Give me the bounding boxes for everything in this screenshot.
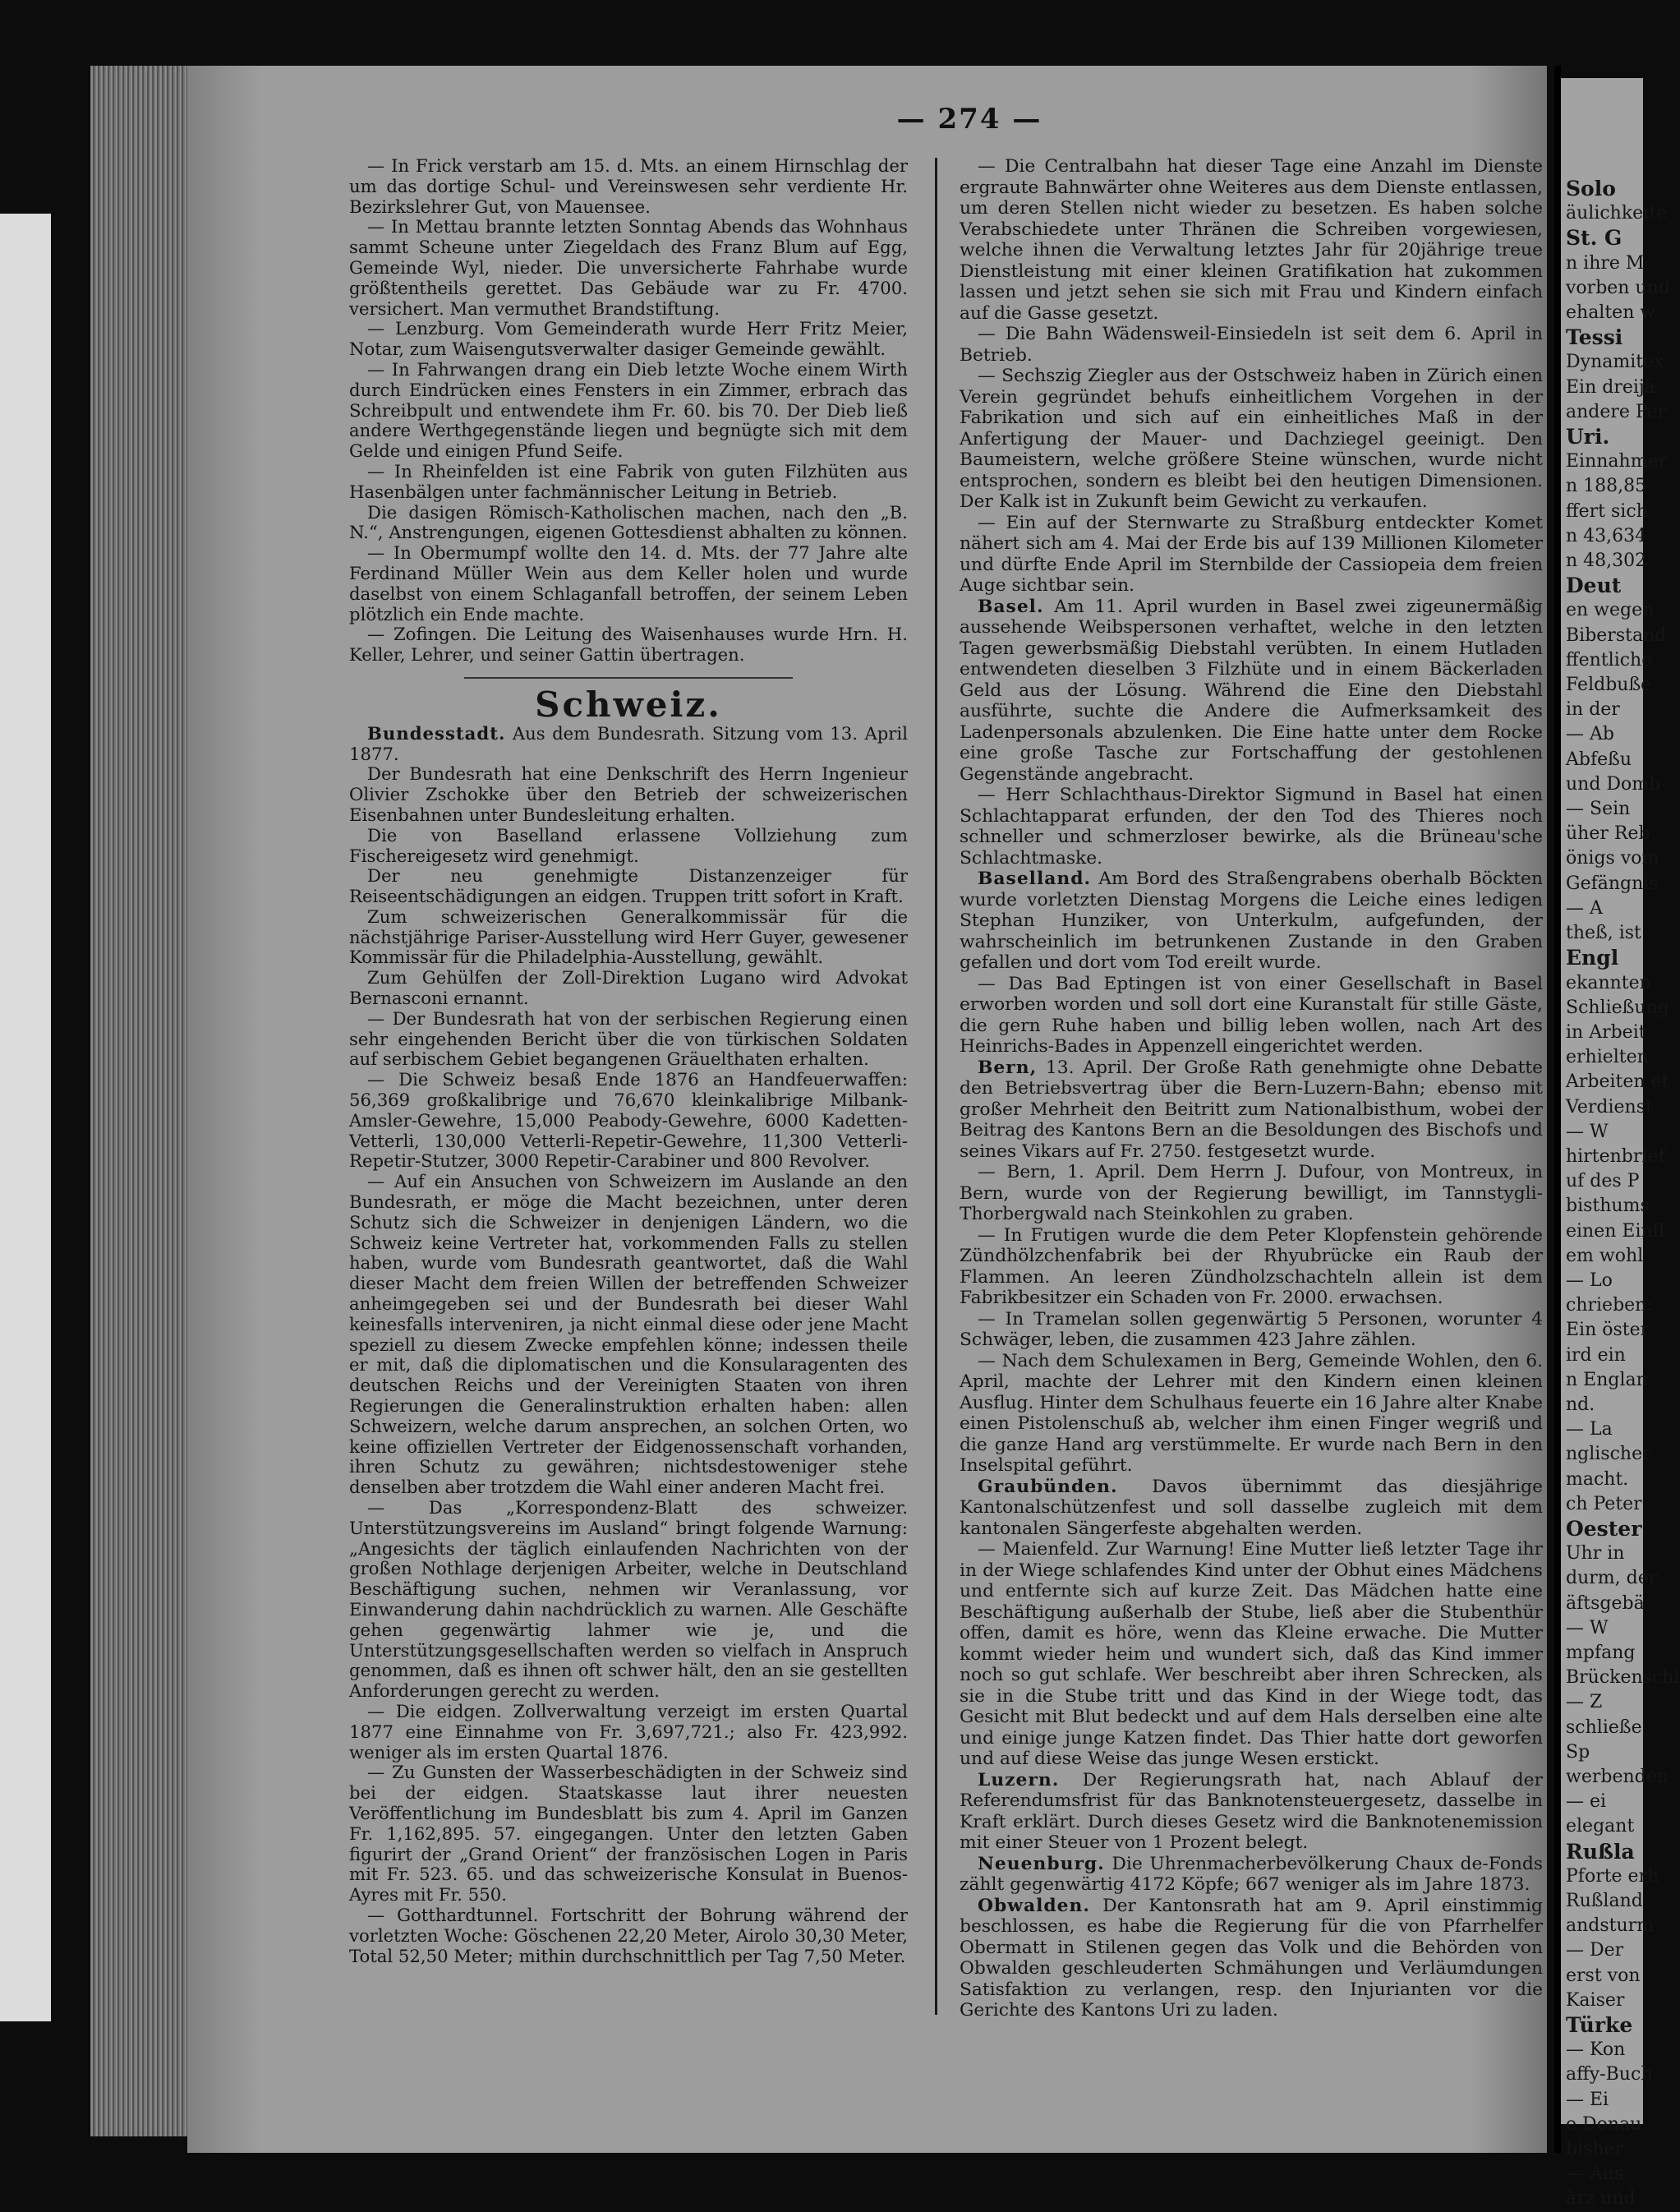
article-text: Der Regierungsrath hat, nach Ablauf der Referendumsfrist für das Banknotensteuergesetz, dasselbe in Kraft erklärt. Durch dieses Gesetz wird die Banknotenemission mit einer Steuer von 1 Prozent belegt. bbox=[960, 1769, 1543, 1853]
article-paragraph bbox=[349, 1070, 908, 1172]
article-text: — In Obermumpf wollte den 14. d. Mts. der 77 Jahre alte Ferdinand Müller Wein aus dem Keller holen und wurde daselbst von einem Schlaganfall betroffen, der seinem Leben plötzlich ein Ende machte. bbox=[349, 542, 908, 624]
article-text: — In Tramelan sollen gegenwärtig 5 Personen, worunter 4 Schwäger, leben, die zusammen 423 Jahre zählen. bbox=[960, 1308, 1543, 1350]
right-page-line: — Ei bbox=[1566, 2089, 1609, 2110]
article-text: Davos übernimmt das diesjährige Kantonalschützenfest und soll dasselbe zugleich mit dem kantonalen Sängerfeste abgehalten werden. bbox=[960, 1476, 1543, 1539]
right-page-line: ärz und bbox=[1566, 2188, 1636, 2210]
article-paragraph bbox=[349, 462, 908, 503]
right-page-line: und Domb bbox=[1566, 773, 1661, 795]
article-paragraph bbox=[349, 543, 908, 624]
article-paragraph bbox=[349, 907, 908, 968]
right-page-line: ekannten bbox=[1566, 972, 1651, 993]
article-paragraph bbox=[960, 1225, 1543, 1309]
right-page-line: nglischer bbox=[1566, 1444, 1651, 1465]
right-page-line: äftsgebä bbox=[1566, 1592, 1645, 1614]
right-page-line: en wegen bbox=[1566, 600, 1655, 621]
article-paragraph bbox=[960, 156, 1543, 324]
left-column-bottom-articles bbox=[349, 724, 908, 1967]
right-page-line: uf des P bbox=[1566, 1171, 1640, 1192]
article-text: — In Frick verstarb am 15. d. Mts. an einem Hirnschlag der um das dortige Schul- und Vereinswesen sehr verdiente Hr. Bezirkslehrer Gut, von Mauensee. bbox=[349, 155, 908, 217]
article-text: 13. April. Der Große Rath genehmigte ohne Debatte den Betriebsvertrag über die Bern-Luzern-Bahn; ebenso mit großer Mehrheit den Beitritt zum Nationalbisthum, wobei der Beitrag des Kantons Bern an die Besoldungen des Bischofs und seines Vikars auf Fr. 2750. festgesetzt wurde. bbox=[960, 1057, 1543, 1162]
right-page-line: bisher bbox=[1566, 2139, 1624, 2160]
right-page-line: — W bbox=[1566, 1617, 1609, 1638]
article-text: — Das „Korrespondenz-Blatt des schweizer. Unterstützungsvereins im Ausland“ bringt folgende Warnung: „Angesichts der täglich einlaufenden Nachrichten von der großen Nothlage derjenigen Arbeiter, welche in Deutschland Beschäftigung suchen, nehmen wir Veranlassung, vor Einwanderung dahin nachdrücklich zu warnen. Alle Geschäfte gehen gegenwärtig lahmer wie je, und die Unterstützungsgesellschaften werden so vielfach in Anspruch genommen, daß es ihnen oft schwer hält, den an sie gestellten Anforderungen gerecht zu werden. bbox=[349, 1497, 908, 1702]
article-paragraph bbox=[349, 1172, 908, 1498]
article-text: Aus dem Bundesrath. Sitzung vom 13. April 1877. bbox=[349, 722, 908, 764]
right-page-line: Brückenschl bbox=[1566, 1667, 1680, 1689]
page-gutter bbox=[1554, 66, 1561, 2153]
right-page-line: üher Reb bbox=[1566, 823, 1650, 845]
article-text: — Gotthardtunnel. Fortschritt der Bohrung während der vorletzten Woche: Göschenen 22,20 Meter, Airolo 30,30 Meter, Total 52,50 Meter; mithin durchschnittlich per Tag 7,50 Meter. bbox=[349, 1904, 908, 1966]
right-page-line: Deut bbox=[1566, 574, 1622, 598]
right-page-line: — Lo bbox=[1566, 1270, 1613, 1291]
article-paragraph bbox=[960, 1309, 1543, 1351]
article-paragraph bbox=[349, 503, 908, 544]
article-paragraph bbox=[960, 1477, 1543, 1540]
right-column bbox=[960, 156, 1543, 2021]
article-text: Die von Baselland erlassene Vollziehung zum Fischereigesetz wird genehmigt. bbox=[349, 824, 908, 866]
article-paragraph bbox=[960, 1539, 1543, 1770]
article-paragraph bbox=[349, 1498, 908, 1702]
right-page-line: — La bbox=[1566, 1419, 1613, 1440]
section-heading: Schweiz. bbox=[535, 684, 722, 725]
article-paragraph bbox=[960, 1351, 1543, 1477]
article-text: Zum Gehülfen der Zoll-Direktion Lugano wird Advokat Bernasconi ernannt. bbox=[349, 967, 908, 1009]
right-page-line: — Sein bbox=[1566, 799, 1631, 820]
right-page-line: erhielten bbox=[1566, 1047, 1649, 1068]
right-page-line: in der bbox=[1566, 699, 1620, 721]
right-page-line: n Englan bbox=[1566, 1369, 1648, 1390]
right-page-line: theß, ist bbox=[1566, 923, 1641, 944]
right-page-line: ehalten w bbox=[1566, 302, 1656, 324]
article-paragraph bbox=[349, 156, 908, 217]
article-text: — In Rheinfelden ist eine Fabrik von guten Filzhüten aus Hasenbälgen unter fachmännischer Leitung in Betrieb. bbox=[349, 460, 908, 502]
article-paragraph bbox=[349, 764, 908, 825]
article-text: — Lenzburg. Vom Gemeinderath wurde Herr Fritz Meier, Notar, zum Waisengutsverwalter dasiger Gemeinde gewählt. bbox=[349, 318, 908, 360]
article-paragraph bbox=[349, 866, 908, 907]
article-text: Der Bundesrath hat eine Denkschrift des Herrn Ingenieur Olivier Zschokke über den Betrieb der schweizerischen Eisenbahnen unter Bundesleitung erhalten. bbox=[349, 763, 908, 825]
article-paragraph bbox=[960, 1896, 1543, 2021]
article-paragraph bbox=[960, 785, 1543, 869]
right-page-line: chrieben: bbox=[1566, 1295, 1653, 1316]
right-page-line: — Aus bbox=[1566, 2164, 1624, 2185]
right-page-line: Tessi bbox=[1566, 325, 1623, 350]
article-text: Der Kantonsrath hat am 9. April einstimmig beschlossen, es habe die Regierung für die von Pfarrhelfer Obermatt in Stilenen gegen das Volk und die Behörden von Obwalden geschleuderten Schmähungen und Verläumdungen Satisfaktion zu verlangen, resp. den Injurianten vor die Gerichte des Kantons Uri zu laden. bbox=[960, 1895, 1543, 2021]
right-page-line: — Der bbox=[1566, 1940, 1624, 1961]
right-page-line: schließe bbox=[1566, 1717, 1642, 1738]
right-page-line: Verdienst bbox=[1566, 1096, 1653, 1118]
right-page-line: Abfeßu bbox=[1566, 749, 1632, 770]
article-lead: Obwalden. bbox=[978, 1895, 1090, 1916]
article-text: — Zu Gunsten der Wasserbeschädigten in der Schweiz sind bei der eidgen. Staatskasse laut ihrer neuesten Veröffentlichung im Bundesblatt bis zum 4. April im Ganzen Fr. 1,162,895. 57. eingegangen. Unter den letzten Gaben figurirt der „Grand Orient“ der französischen Logen in Paris mit Fr. 523. 65. und das schweizerische Konsulat in Buenos-Ayres mit Fr. 550. bbox=[349, 1762, 908, 1906]
left-column-top-articles bbox=[349, 156, 908, 666]
article-paragraph bbox=[960, 1058, 1543, 1163]
article-lead: Bern, bbox=[978, 1057, 1038, 1078]
article-paragraph bbox=[349, 360, 908, 462]
article-paragraph bbox=[349, 1009, 908, 1070]
right-page-line: Rußland bbox=[1566, 1891, 1643, 1912]
right-page-line: Uhr in bbox=[1566, 1543, 1625, 1565]
article-text: — Auf ein Ansuchen von Schweizern im Auslande an den Bundesrath, er möge die Macht bezeichnen, unter deren Schutz sich die Schweizer in denjenigen Ländern, wo die Schweiz keine Vertreter hat, vorkommenden Falls zu stellen haben, wurde vom Bundesrath geantwortet, daß die Wahl dieser Macht dem freien Willen der betreffenden Schweizer anheimgegeben sei und der Bundesrath bei dieser Wahl keinesfalls interveniren, ja nicht einmal diese oder jene Macht speziell zu diesem Zwecke empfehlen könne; indessen theile er mit, daß die diplomatischen und die Konsularagenten des deutschen Reichs und der Vereinigten Staaten von ihren Regierungen die Generalinstruktion erhalten haben: allen Schweizern, welche darum ansprechen, an solchen Orten, wo keine offiziellen Vertreter der Eidgenossenschaft vorhanden, ihren Schutz zu gewähren; nichtsdestoweniger stehe denselben aber trotzdem die Wahl einer anderen Macht frei. bbox=[349, 1171, 908, 1498]
right-page-line: Türke bbox=[1566, 2013, 1633, 2038]
article-lead: Luzern. bbox=[978, 1769, 1060, 1790]
right-page-line: n 43,634 bbox=[1566, 525, 1647, 546]
right-page-line: macht. bbox=[1566, 1468, 1629, 1490]
article-paragraph bbox=[349, 724, 908, 765]
article-text: — Die eidgen. Zollverwaltung verzeigt im ersten Quartal 1877 eine Einnahme von Fr. 3,697,721.; also Fr. 423,992. weniger als im ersten Quartal 1876. bbox=[349, 1700, 908, 1763]
right-page-line: ch Peter bbox=[1566, 1493, 1642, 1514]
article-paragraph bbox=[349, 217, 908, 319]
article-paragraph bbox=[349, 624, 908, 666]
right-page-line: Rußla bbox=[1566, 1839, 1635, 1864]
right-page-line: e Donau bbox=[1566, 2113, 1642, 2135]
right-page-line: — Z bbox=[1566, 1692, 1603, 1713]
article-paragraph bbox=[960, 324, 1543, 366]
article-paragraph bbox=[960, 513, 1543, 597]
article-text: — Die Schweiz besaß Ende 1876 an Handfeuerwaffen: 56,369 großkalibrige und 76,670 kleinkalibrige Milbank-Amsler-Gewehre, 15,000 Peabody-Gewehre, 6000 Kadetten-Vetterli, 130,000 Vetterli-Repetir-Gewehre, 11,300 Vetterli-Repetir-Stutzer, 3000 Repetir-Carabiner und 800 Revolver. bbox=[349, 1069, 908, 1172]
right-page-line: äulichkeite bbox=[1566, 203, 1668, 224]
right-page-line: nd. bbox=[1566, 1394, 1595, 1415]
article-text: Am Bord des Straßengrabens oberhalb Böckten wurde vorletzten Dienstag Morgens die Leiche eines ledigen Stephan Hunziker, von Unterkulm, aufgefunden, der wahrscheinlich im betrunkenen Zustande in den Graben gefallen und dort vom Tod ereilt wurde. bbox=[960, 869, 1543, 973]
article-text: — In Frutigen wurde die dem Peter Klopfenstein gehörende Zündhölzchenfabrik bei der Rhyubrücke ein Raub der Flammen. An leeren Zündholzschachteln allein ist dem Fabrikbesitzer ein Schaden von Fr. 2000. erwachsen. bbox=[960, 1224, 1543, 1308]
right-page-line: vorben und bbox=[1566, 277, 1670, 298]
right-page-line: Pforte erh bbox=[1566, 1865, 1659, 1887]
right-page-line: önigs vom bbox=[1566, 848, 1659, 869]
article-paragraph bbox=[349, 319, 908, 360]
right-page-line: n 188,85 bbox=[1566, 476, 1647, 497]
right-page-text bbox=[1561, 177, 1680, 2212]
article-paragraph bbox=[960, 974, 1543, 1058]
article-text: — In Mettau brannte letzten Sonntag Abends das Wohnhaus sammt Scheune unter Ziegeldach des Franz Blum auf Egg, Gemeinde Wyl, nieder. Die unversicherte Fahrhabe wurde größtentheils gerettet. Das Gebäude war zu Fr. 4700. versichert. Man vermuthet Brandstiftung. bbox=[349, 216, 908, 319]
right-page-line: Ein dreijä bbox=[1566, 376, 1655, 398]
right-column-articles bbox=[960, 156, 1543, 2021]
right-page-line: Biberstand bbox=[1566, 624, 1667, 646]
right-page-line: erst von bbox=[1566, 1965, 1641, 1986]
article-paragraph bbox=[960, 597, 1543, 786]
article-text: Der neu genehmigte Distanzenzeiger für Reiseentschädigungen an eidgen. Truppen tritt sofort in Kraft. bbox=[349, 865, 908, 907]
right-page-line: bisthums bbox=[1566, 1196, 1650, 1217]
article-text: — Bern, 1. April. Dem Herrn J. Dufour, von Montreux, in Bern, wurde von der Regierung bewilligt, im Tannstygli-Thorbergwald nach Steinkohlen zu graben. bbox=[960, 1162, 1543, 1224]
article-text: — Nach dem Schulexamen in Berg, Gemeinde Wohlen, den 6. April, machte der Lehrer mit den Kindern einen kleinen Ausflug. Hinter dem Schulhaus feuerte ein 16 Jahre alter Knabe einen Pistolenschuß ab, welcher ihm einen Finger wegriß und die ganze Hand arg verstümmelte. Er wurde nach Bern in den Inselspital geführt. bbox=[960, 1350, 1543, 1476]
article-paragraph bbox=[349, 968, 908, 1009]
article-paragraph bbox=[960, 1854, 1543, 1896]
right-page-line: Engl bbox=[1566, 946, 1619, 970]
right-page-line: elegant bbox=[1566, 1816, 1635, 1837]
right-page-line: einen Einfl bbox=[1566, 1220, 1665, 1242]
right-page-line: affy-Buch bbox=[1566, 2064, 1653, 2085]
article-lead: Graubünden. bbox=[978, 1476, 1118, 1497]
article-text: — In Fahrwangen drang ein Dieb letzte Woche einem Wirth durch Eindrücken eines Fensters in ein Zimmer, erbrach das Schreibpult und entwendete ihm Fr. 60. bis 70. Der Dieb ließ andere Werthgegenstände liegen und begnügte sich mit dem Gelde und einigen Pfund Seife. bbox=[349, 358, 908, 462]
article-text: — Zofingen. Die Leitung des Waisenhauses wurde Hrn. H. Keller, Lehrer, und seiner Gattin übertragen. bbox=[349, 624, 908, 666]
scanner-edge-strip bbox=[0, 214, 51, 2021]
right-page-line: durm, der bbox=[1566, 1568, 1658, 1589]
section-divider bbox=[464, 677, 793, 679]
article-paragraph bbox=[960, 1162, 1543, 1225]
right-page-line: Oester bbox=[1566, 1516, 1642, 1541]
right-page-line: — A bbox=[1566, 897, 1603, 919]
article-text: Zum schweizerischen Generalkommissär für die nächstjährige Pariser-Ausstellung wird Herr Guyer, gewesener Kommissär für die Philadelphia-Ausstellung, gewählt. bbox=[349, 906, 908, 968]
right-page-fragment bbox=[1561, 78, 1680, 2210]
right-page-line: Sp bbox=[1566, 1741, 1590, 1763]
right-page-line: n ihre M bbox=[1566, 252, 1645, 274]
article-text: — Der Bundesrath hat von der serbischen Regierung einen sehr eingehenden Bericht über die von türkischen Soldaten auf serbischem Gebiet begangenen Gräuelthaten erhalten. bbox=[349, 1007, 908, 1070]
right-page-line: ffert sich bbox=[1566, 500, 1648, 522]
article-paragraph bbox=[349, 826, 908, 867]
right-page-line: Gefängnis bbox=[1566, 873, 1659, 894]
right-page-line: andere Per bbox=[1566, 401, 1667, 422]
article-paragraph bbox=[349, 1702, 908, 1763]
right-page-line: Dynamitex bbox=[1566, 352, 1664, 373]
right-page-line: mpfang bbox=[1566, 1642, 1636, 1663]
right-page-line: Ein öster bbox=[1566, 1320, 1650, 1341]
article-paragraph bbox=[349, 1763, 908, 1906]
article-text: — Die Bahn Wädensweil-Einsiedeln ist seit dem 6. April in Betrieb. bbox=[960, 324, 1543, 366]
article-text: Die Uhrenmacherbevölkerung Chaux de-Fonds zählt gegenwärtig 4172 Köpfe; 667 weniger als im Jahre 1873. bbox=[960, 1853, 1543, 1895]
article-paragraph bbox=[960, 1770, 1543, 1854]
right-page-line: em wohl bbox=[1566, 1245, 1644, 1266]
article-text: — Sechszig Ziegler aus der Ostschweiz haben in Zürich einen Verein gegründet behufs einheitlichem Vorgehen in der Fabrikation und sich auf ein einheitliches Maß in der Anfertigung der Mauer- und Dachziegel geeinigt. Den Baumeistern, welche größere Steine wünschen, wurde nicht entsprochen, sondern es bleibt bei den heutigen Dimensionen. Der Kalk ist in Zukunft beim Gewicht zu verkaufen. bbox=[960, 366, 1543, 512]
page-number: — 274 — bbox=[896, 103, 1043, 136]
article-text: — Das Bad Eptingen ist von einer Gesellschaft in Basel erworben worden und soll dort eine Kuranstalt für stille Gäste, die gern Ruhe haben und billig leben wollen, nach Art des Heinrichs-Bades in Appenzell eingerichtet werden. bbox=[960, 973, 1543, 1057]
right-page-line: Arbeiten et bbox=[1566, 1071, 1669, 1093]
article-lead: Basel. bbox=[978, 596, 1044, 617]
article-text: — Ein auf der Sternwarte zu Straßburg entdeckter Komet nähert sich am 4. Mai der Erde bis auf 139 Millionen Kilometer und dürfte Ende April im Sternbilde der Cassiopeia dem freien Auge sichtbar sein. bbox=[960, 512, 1543, 596]
right-page-line: ffentliche bbox=[1566, 649, 1653, 671]
article-text: — Herr Schlachthaus-Direktor Sigmund in Basel hat einen Schlachtapparat erfunden, der den Tod des Thieres noch schneller und schmerzloser bewirke, als die Brüneau'sche Schlachtmaske. bbox=[960, 785, 1543, 869]
article-text: Die dasigen Römisch-Katholischen machen, nach den „B. N.“, Anstrengungen, eigenen Gottesdienst abhalten zu können. bbox=[349, 501, 908, 543]
right-page-line: ird ein bbox=[1566, 1344, 1626, 1366]
right-page-line: andsturm bbox=[1566, 1915, 1655, 1937]
right-page-line: Einnahmer bbox=[1566, 451, 1668, 472]
article-paragraph bbox=[960, 366, 1543, 513]
page-stack-edge bbox=[90, 66, 197, 2136]
right-page-line: — ei bbox=[1566, 1791, 1607, 1813]
right-page-line: Kaiser bbox=[1566, 1989, 1625, 2011]
right-page-line: Uri. bbox=[1566, 425, 1610, 449]
article-paragraph bbox=[960, 869, 1543, 974]
article-lead: Baselland. bbox=[978, 869, 1092, 889]
article-lead: Bundesstadt. bbox=[367, 722, 506, 744]
article-text: — Die Centralbahn hat dieser Tage eine Anzahl im Dienste ergraute Bahnwärter ohne Weiteres aus dem Dienste entlassen, um deren Stellen nicht wieder zu besetzen. Es haben solche Verabschiedete unter Thränen die Schreiben vorgewiesen, welche ihnen die Verwaltung letztes Jahr für 20jährige treue Dienstleistung mit einer kleinen Gratifikation hat zukommen lassen und jetzt sehen sie sich mit Frau und Kindern einfach auf die Gasse gesetzt. bbox=[960, 156, 1543, 324]
right-page-line: — Ab bbox=[1566, 724, 1614, 745]
right-page-line: hirtenbrief bbox=[1566, 1145, 1665, 1167]
article-lead: Neuenburg. bbox=[978, 1853, 1105, 1874]
article-paragraph bbox=[349, 1906, 908, 1966]
right-page-line: Solo bbox=[1566, 177, 1616, 200]
right-page-line: St. G bbox=[1566, 226, 1622, 251]
article-text: — Maienfeld. Zur Warnung! Eine Mutter ließ letzter Tage ihr in der Wiege schlafendes Kind unter der Obhut eines Mädchens und entfernte sich auf kurze Zeit. Das Mädchen hatte eine Beschäftigung außerhalb der Stube, ließ aber die Stubenthür offen, damit es höre, wenn das Kleine erwache. Die Mutter kommt wieder heim und wundert sich, daß das Kind immer noch so gut schlafe. Wer beschreibt aber ihren Schrecken, als sie in die Stube tritt und das Kind in der Wiege todt, das Gesicht mit Blut bedeckt und auf dem Hals derselben eine alte und einige junge Katzen findet. Das Thier hatte dort geworfen und auf diese Weise das junge Wesen erstickt. bbox=[960, 1539, 1543, 1769]
right-page-line: Feldbuße bbox=[1566, 675, 1652, 696]
column-rule bbox=[935, 158, 937, 2015]
right-page-line: n 48,302 bbox=[1566, 551, 1647, 572]
right-page-line: werbenden bbox=[1566, 1767, 1668, 1787]
right-page-line: in Arbeit bbox=[1566, 1021, 1646, 1043]
left-column bbox=[349, 156, 908, 1966]
right-page-line: — Kon bbox=[1566, 2039, 1626, 2061]
right-page-line: — W bbox=[1566, 1121, 1609, 1142]
article-text: Am 11. April wurden in Basel zwei zigeunermäßig aussehende Weibspersonen verhaftet, welche in den letzten Tagen gewerbsmäßig Diebstahl verübten. In einem Hutladen entwendeten dieselben 3 Filzhüte und in einem Bäckerladen Geld aus der Lösung. Während die Eine den Diebstahl ausführte, suchte die Andere die Aufmerksamkeit des Ladenpersonals abzulenken. Die Eine hatte unter dem Rocke eine große Tasche zur Fortschaffung der gestohlenen Gegenstände angebracht. bbox=[960, 596, 1543, 785]
right-page-line: Schließung bbox=[1566, 997, 1669, 1018]
